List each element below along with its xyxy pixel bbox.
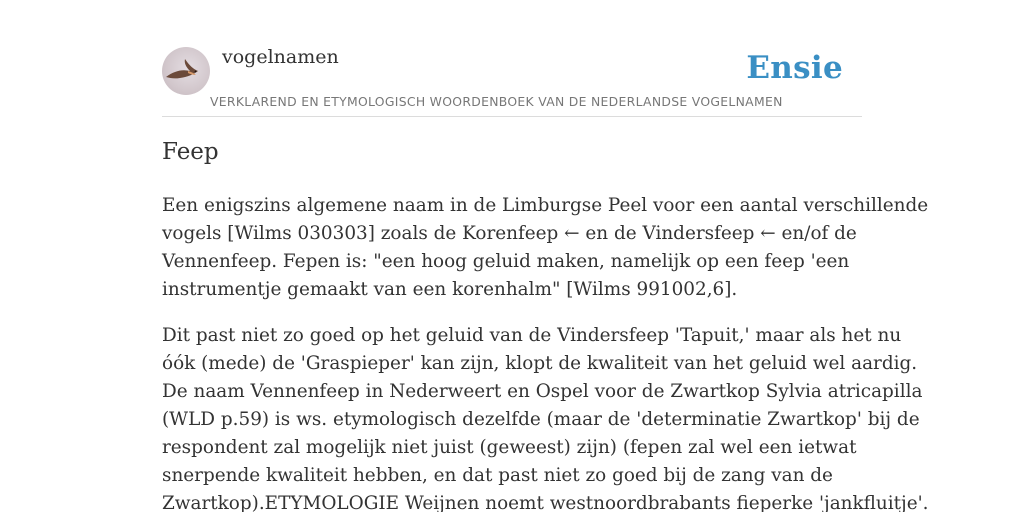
entry-body [162, 192, 929, 512]
text-line: De naam Vennenfeep in Nederweert en Ospel voor de Zwartkop Sylvia atricapilla [162, 381, 923, 402]
text-line: snerpende kwaliteit hebben, en dat past niet zo goed bij de zang van de [162, 465, 833, 486]
site-name[interactable]: vogelnamen [222, 46, 339, 68]
text-line: vogels [Wilms 030303] zoals de Korenfeep ← en de Vindersfeep ← en/of de [162, 223, 857, 244]
swallow-bird-icon[interactable] [162, 47, 210, 95]
site-tagline: VERKLAREND EN ETYMOLOGISCH WOORDENBOEK VAN DE NEDERLANDSE VOGELNAMEN [210, 94, 783, 109]
text-line: Een enigszins algemene naam in de Limburgse Peel voor een aantal verschillende [162, 195, 929, 216]
text-line: (WLD p.59) is ws. etymologisch dezelfde (maar de 'determinatie Zwartkop' bij de [162, 409, 920, 430]
text-line: Vennenfeep. Fepen is: "een hoog geluid maken, namelijk op een feep 'een [162, 251, 850, 272]
page [162, 0, 929, 512]
text-line: instrumentje gemaakt van een korenhalm" [Wilms 991002,6]. [162, 279, 738, 300]
text-line: respondent zal mogelijk niet juist (geweest) zijn) (fepen zal wel een ietwat [162, 437, 857, 458]
paragraph [162, 192, 929, 304]
site-header [162, 0, 862, 117]
text-line: óók (mede) de 'Graspieper' kan zijn, klopt de kwaliteit van het geluid wel aardig. [162, 353, 918, 374]
brand-logo[interactable]: Ensie [746, 50, 843, 86]
text-line: Zwartkop).ETYMOLOGIE Weijnen noemt westnoordbrabants fieperke 'jankfluitje'. [162, 493, 929, 512]
text-line: Dit past niet zo goed op het geluid van de Vindersfeep 'Tapuit,' maar als het nu [162, 325, 902, 346]
paragraph [162, 322, 929, 512]
entry-title: Feep [162, 139, 219, 165]
